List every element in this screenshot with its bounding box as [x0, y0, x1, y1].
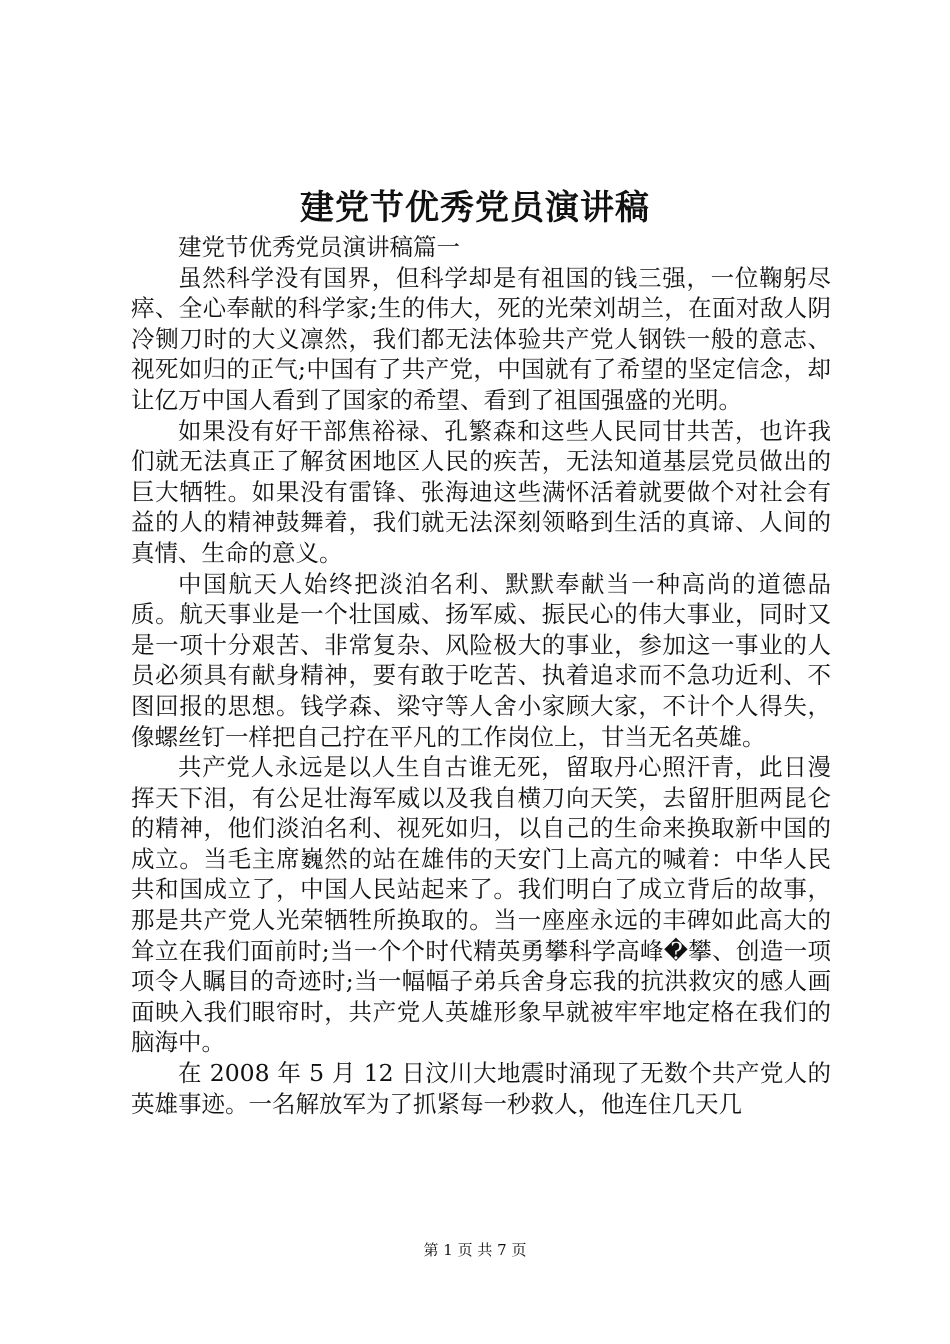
section-heading: 建党节优秀党员演讲稿篇一 [178, 233, 460, 261]
paragraph-3: 中国航天人始终把淡泊名利、默默奉献当一种高尚的道德品质。航天事业是一个壮国威、扬军威、振民心的伟大事业，同时又是一项十分艰苦、非常复杂、风险极大的事业，参加这一事业的人员必须具有献身精神，要有敢于吃苦、执着追求而不急功近利、不图回报的思想。钱学森、梁守等人舍小家顾大家，不计个人得失，像螺丝钉一样把自己拧在平凡的工作岗位上，甘当无名英雄。 [131, 569, 831, 751]
paragraph-4: 共产党人永远是以人生自古谁无死，留取丹心照汗青，此日漫挥天下泪，有公足壮海军威以及我自横刀向天笑，去留肝胆两昆仑的精神，他们淡泊名利、视死如归，以自己的生命来换取新中国的成立。当毛主席巍然的站在雄伟的天安门上高亢的喊着：中华人民共和国成立了，中国人民站起来了。我们明白了成立背后的故事，那是共产党人光荣牺牲所换取的。当一座座永远的丰碑如此高大的耸立在我们面前时;当一个个时代精英勇攀科学高峰�攀、创造一项项令人瞩目的奇迹时;当一幅幅子弟兵舍身忘我的抗洪救灾的感人画面映入我们眼帘时，共产党人英雄形象早就被牢牢地定格在我们的脑海中。 [131, 753, 831, 1057]
paragraph-1: 虽然科学没有国界，但科学却是有祖国的钱三强，一位鞠躬尽瘁、全心奉献的科学家;生的伟大，死的光荣刘胡兰，在面对敌人阴冷铡刀时的大义凛然，我们都无法体验共产党人钢铁一般的意志、视死如归的正气;中国有了共产党，中国就有了希望的坚定信念，却让亿万中国人看到了国家的希望、看到了祖国强盛的光明。 [131, 263, 831, 414]
page-footer: 第 1 页 共 7 页 [423, 1241, 527, 1259]
document-title: 建党节优秀党员演讲稿 [300, 188, 650, 228]
document-body [131, 232, 831, 1119]
paragraph-2: 如果没有好干部焦裕禄、孔繁森和这些人民同甘共苦，也许我们就无法真正了解贫困地区人民的疾苦，无法知道基层党员做出的巨大牺牲。如果没有雷锋、张海迪这些满怀活着就要做个对社会有益的人的精神鼓舞着，我们就无法深刻领略到生活的真谛、人间的真情、生命的意义。 [131, 416, 831, 567]
paragraph-5: 在 2008 年 5 月 12 日汶川大地震时涌现了无数个共产党人的英雄事迹。一名解放军为了抓紧每一秒救人，他连住几天几 [131, 1059, 831, 1118]
